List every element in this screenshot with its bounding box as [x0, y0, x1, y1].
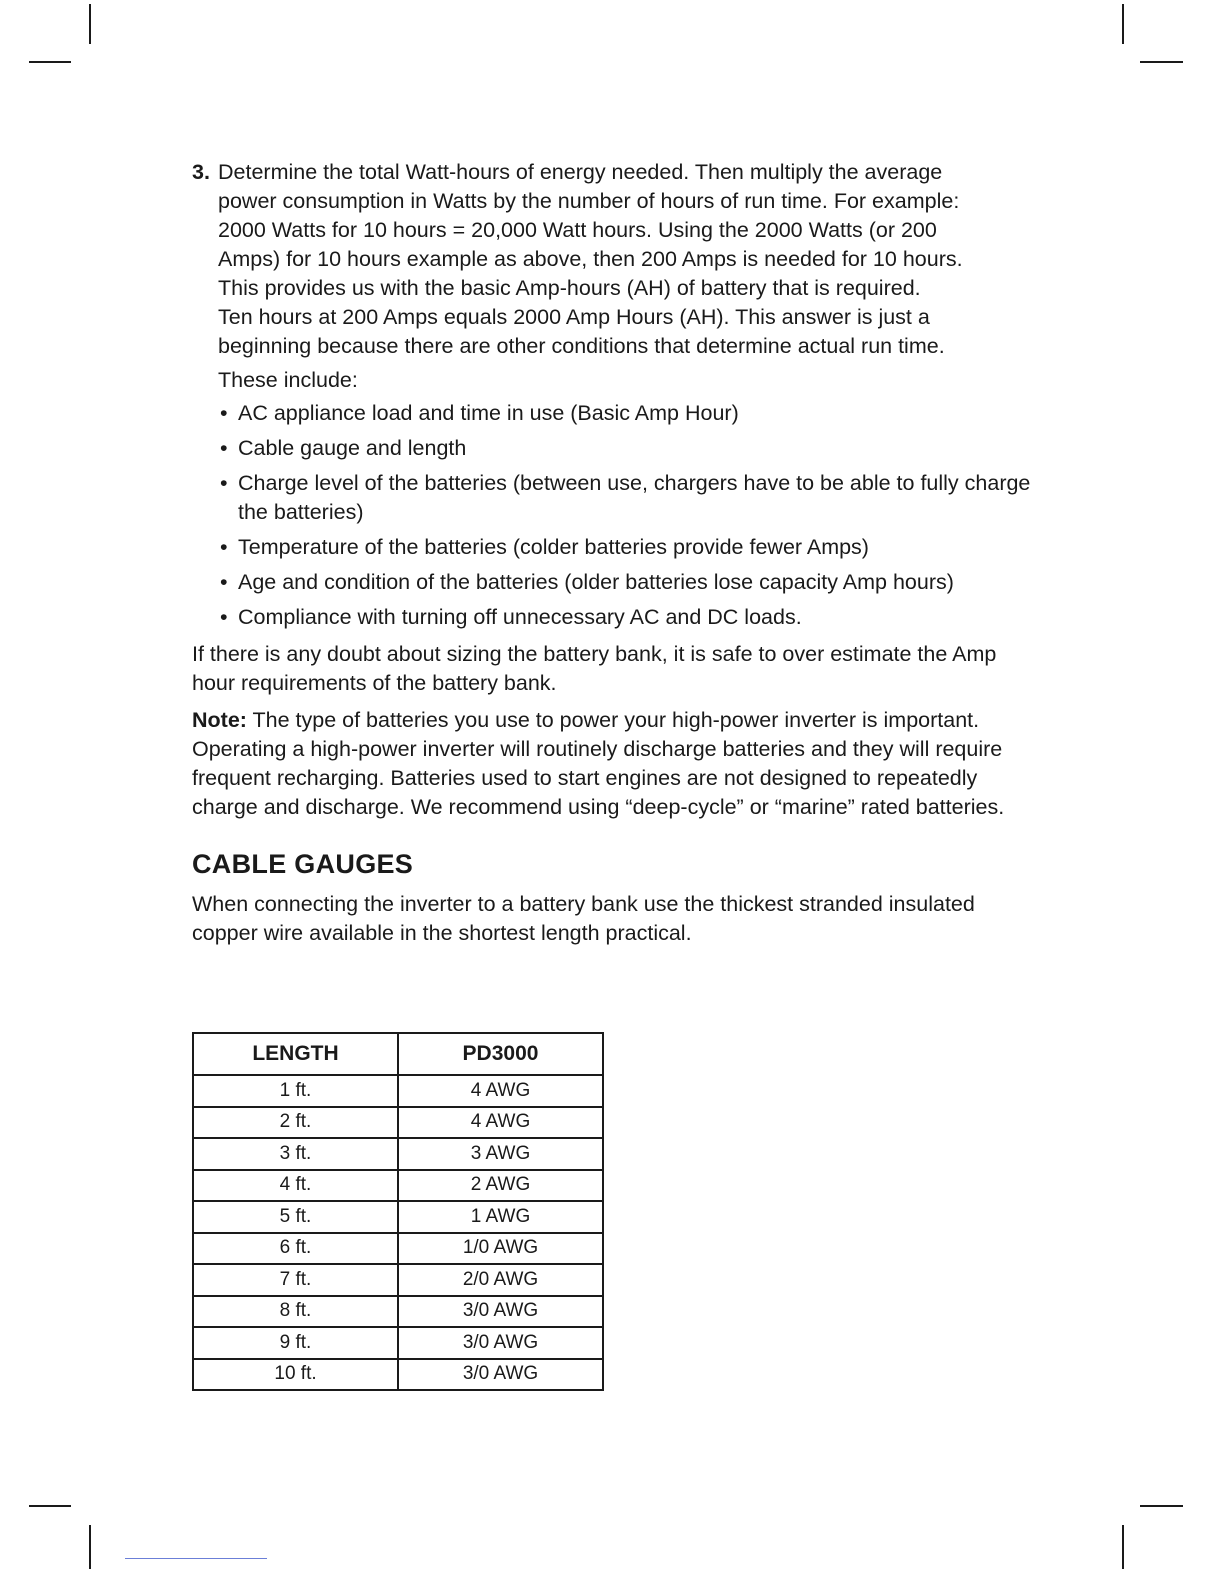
- length-cell: 9 ft.: [193, 1327, 398, 1359]
- crop-mark-bottom-left-vertical: [89, 1525, 91, 1569]
- page-content: [192, 158, 1032, 948]
- list-item: [218, 434, 1032, 463]
- table-row: [193, 1233, 603, 1265]
- length-cell: 6 ft.: [193, 1233, 398, 1265]
- gauge-cell: 1/0 AWG: [398, 1233, 603, 1265]
- cable-gauge-table: [192, 1032, 604, 1391]
- bullet-icon: •: [220, 436, 228, 460]
- length-cell: 2 ft.: [193, 1107, 398, 1139]
- doubt-paragraph: If there is any doubt about sizing the battery bank, it is safe to over estimate the Amp hour requirements of the battery bank.: [192, 642, 997, 695]
- table-row: [193, 1170, 603, 1202]
- section-heading-cable-gauges: CABLE GAUGES: [192, 849, 414, 879]
- list-item-text: Charge level of the batteries (between use, chargers have to be able to fully charge the batteries): [238, 471, 1031, 524]
- crop-mark-bottom-right-horizontal: [1140, 1505, 1183, 1507]
- table-row: [193, 1201, 603, 1233]
- step-3-line: Amps) for 10 hours example as above, then 200 Amps is needed for 10 hours.: [218, 247, 963, 271]
- list-item: [218, 603, 1032, 632]
- step-3-line: power consumption in Watts by the number of hours of run time. For example:: [218, 189, 960, 213]
- bottom-blue-rule: [125, 1558, 267, 1559]
- table-row: [193, 1138, 603, 1170]
- crop-mark-top-right-vertical: [1122, 4, 1124, 44]
- note-paragraph: [192, 706, 1032, 822]
- list-item-text: Temperature of the batteries (colder batteries provide fewer Amps): [238, 535, 869, 559]
- crop-mark-bottom-right-vertical: [1122, 1525, 1124, 1569]
- gauge-cell: 3/0 AWG: [398, 1296, 603, 1328]
- length-cell: 10 ft.: [193, 1359, 398, 1391]
- step-3-line: 2000 Watts for 10 hours = 20,000 Watt hours. Using the 2000 Watts (or 200: [218, 218, 937, 242]
- bullet-icon: •: [220, 535, 228, 559]
- bullet-icon: •: [220, 605, 228, 629]
- gauge-cell: 2/0 AWG: [398, 1264, 603, 1296]
- gauge-cell: 4 AWG: [398, 1107, 603, 1139]
- list-item-text: Compliance with turning off unnecessary AC and DC loads.: [238, 605, 802, 629]
- table-row: [193, 1359, 603, 1391]
- step-3: [192, 158, 1032, 632]
- length-cell: 5 ft.: [193, 1201, 398, 1233]
- length-cell: 4 ft.: [193, 1170, 398, 1202]
- table-row: [193, 1327, 603, 1359]
- list-item-text: Age and condition of the batteries (older batteries lose capacity Amp hours): [238, 570, 954, 594]
- list-item: [218, 469, 1032, 527]
- table-row: [193, 1107, 603, 1139]
- step-number: 3.: [192, 160, 210, 184]
- gauge-cell: 2 AWG: [398, 1170, 603, 1202]
- table-row: [193, 1264, 603, 1296]
- gauge-cell: 3 AWG: [398, 1138, 603, 1170]
- bullet-icon: •: [220, 471, 228, 495]
- column-header-model: PD3000: [398, 1033, 603, 1075]
- column-header-length: LENGTH: [193, 1033, 398, 1075]
- crop-mark-top-right-horizontal: [1140, 61, 1183, 63]
- bullets-intro: These include:: [218, 368, 358, 392]
- note-text: The type of batteries you use to power your high-power inverter is important. Operating a high-power inverter will routinely discharge batteries and they will require frequent recharging. Batteries used to start engines are not designed to repeatedly charge and discharge. We recommend using “deep-cycle” or “marine” rated batteries.: [192, 708, 1005, 819]
- cable-gauges-text: When connecting the inverter to a battery bank use the thickest stranded insulated copper wire available in the shortest length practical.: [192, 892, 975, 945]
- step-3-body: [218, 158, 1032, 361]
- length-cell: 3 ft.: [193, 1138, 398, 1170]
- crop-mark-top-left-vertical: [89, 4, 91, 44]
- list-item: [218, 568, 1032, 597]
- gauge-cell: 4 AWG: [398, 1075, 603, 1107]
- table-header-row: [193, 1033, 603, 1075]
- bullet-icon: •: [220, 401, 228, 425]
- length-cell: 1 ft.: [193, 1075, 398, 1107]
- list-item: [218, 399, 1032, 428]
- list-item-text: AC appliance load and time in use (Basic Amp Hour): [238, 401, 739, 425]
- length-cell: 7 ft.: [193, 1264, 398, 1296]
- list-item: [218, 533, 1032, 562]
- conditions-list: [218, 399, 1032, 632]
- crop-mark-top-left-horizontal: [29, 61, 71, 63]
- note-label: Note:: [192, 708, 247, 732]
- list-item-text: Cable gauge and length: [238, 436, 467, 460]
- table-row: [193, 1075, 603, 1107]
- step-3-line: This provides us with the basic Amp-hours (AH) of battery that is required.: [218, 276, 921, 300]
- length-cell: 8 ft.: [193, 1296, 398, 1328]
- step-3-line: Determine the total Watt-hours of energy needed. Then multiply the average: [218, 160, 943, 184]
- gauge-cell: 3/0 AWG: [398, 1327, 603, 1359]
- gauge-cell: 3/0 AWG: [398, 1359, 603, 1391]
- step-3-line: Ten hours at 200 Amps equals 2000 Amp Hours (AH). This answer is just a: [218, 305, 930, 329]
- bullet-icon: •: [220, 570, 228, 594]
- crop-mark-bottom-left-horizontal: [29, 1505, 71, 1507]
- gauge-cell: 1 AWG: [398, 1201, 603, 1233]
- step-3-line: beginning because there are other conditions that determine actual run time.: [218, 334, 945, 358]
- table-row: [193, 1296, 603, 1328]
